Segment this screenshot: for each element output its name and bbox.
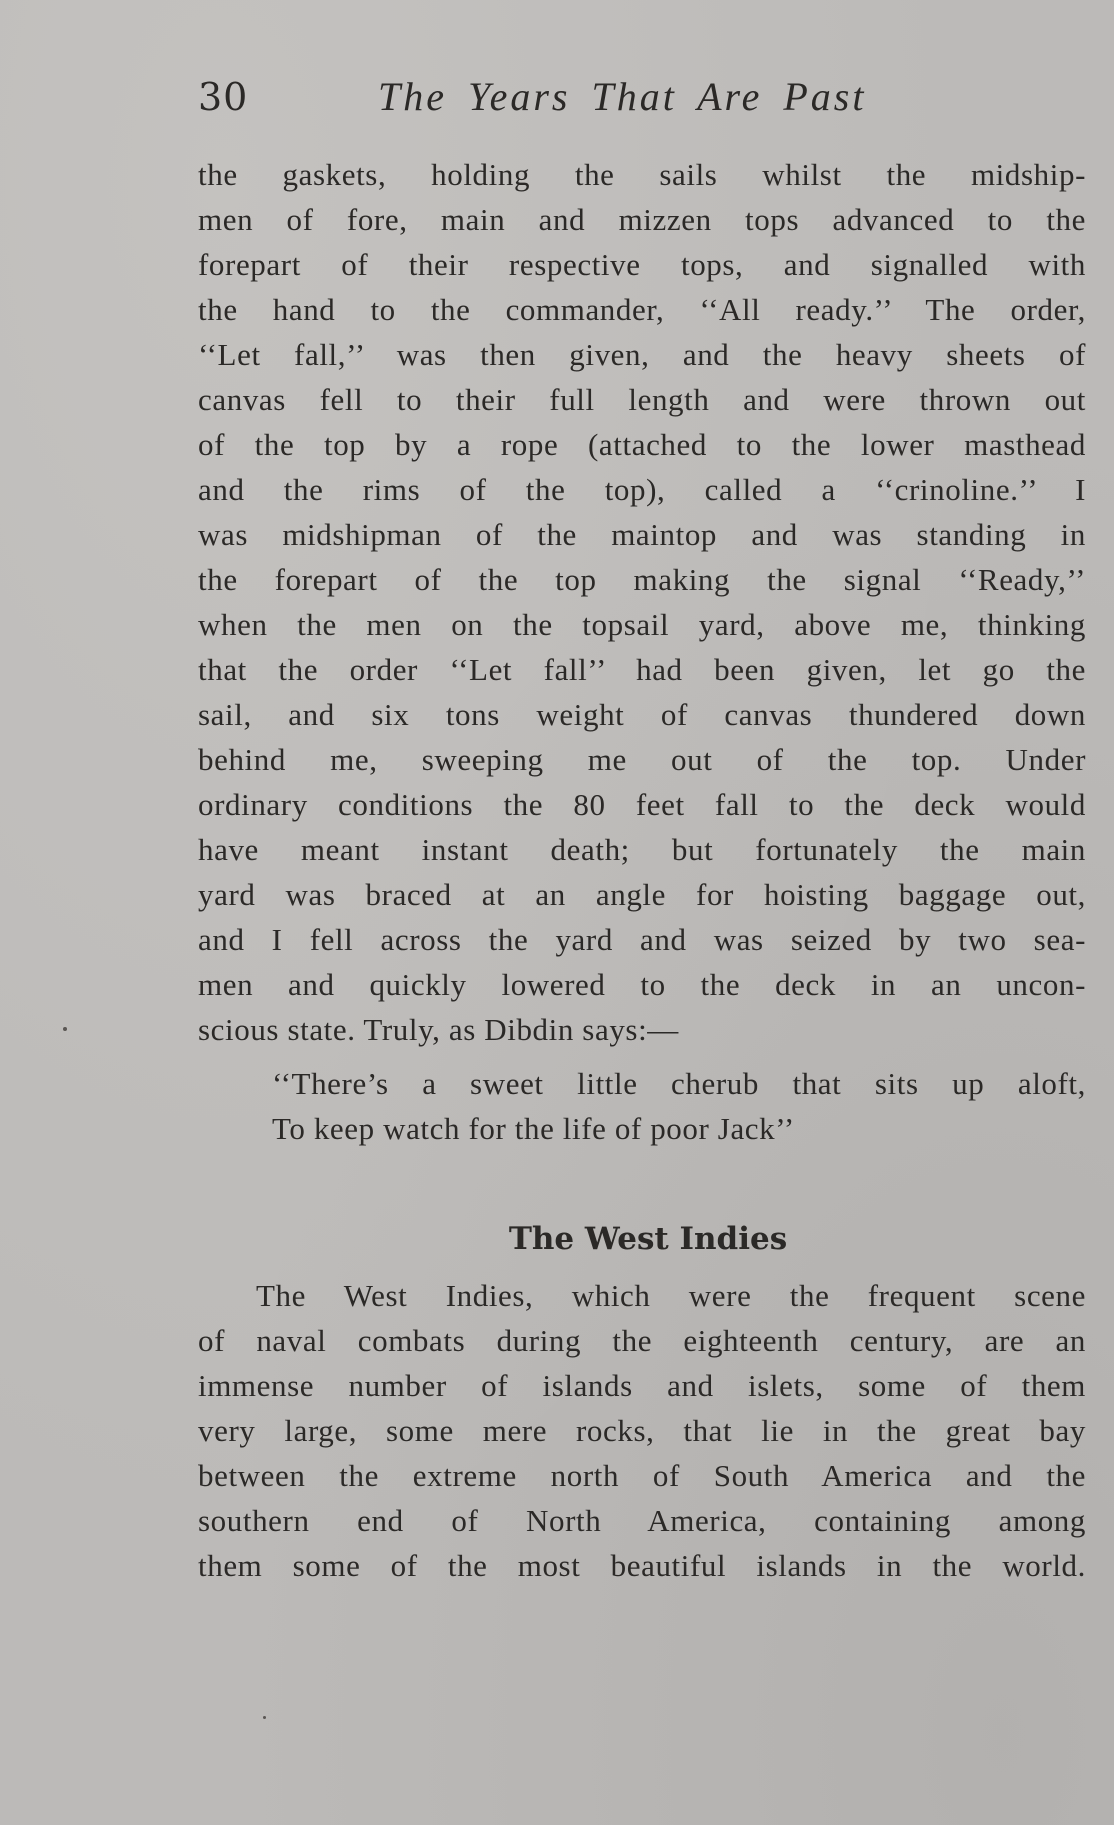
paper-speck [263,1716,266,1719]
paragraph-2 [198,1273,1086,1588]
text-line: yard was braced at an angle for hoisting baggage out, [198,877,1086,912]
text-line: have meant instant death; but fortunately the main [198,832,1086,867]
text-line: ‘‘Let fall,’’ was then given, and the heavy sheets of [198,337,1086,372]
text-line: scious state. Truly, as Dibdin says:— [198,1012,679,1047]
text-line: of naval combats during the eighteenth century, are an [198,1323,1086,1358]
section-heading: The West Indies [508,1221,788,1257]
text-line: canvas fell to their full length and were thrown out [198,382,1086,417]
text-line: men of fore, main and mizzen tops advanced to the [198,202,1086,237]
text-line: was midshipman of the maintop and was standing in [198,517,1086,552]
page-header [198,72,1083,122]
text-line: behind me, sweeping me out of the top. Under [198,742,1086,777]
text-line: The West Indies, which were the frequent scene [256,1278,1086,1313]
verse-line: ‘‘There’s a sweet little cherub that sits up aloft, [272,1066,1086,1101]
text-line: the hand to the commander, ‘‘All ready.’’ The order, [198,292,1086,327]
text-line: ordinary conditions the 80 feet fall to the deck would [198,787,1086,822]
paragraph-1 [198,152,1086,1052]
text-line: sail, and six tons weight of canvas thundered down [198,697,1086,732]
verse-quotation [272,1061,1086,1151]
text-line: and I fell across the yard and was seized by two sea- [198,922,1086,957]
text-line: southern end of North America, containing among [198,1503,1086,1538]
text-line: immense number of islands and islets, some of them [198,1368,1086,1403]
text-line: between the extreme north of South America and the [198,1458,1086,1493]
running-title: The Years That Are Past [378,74,867,119]
text-line: and the rims of the top), called a ‘‘crinoline.’’ I [198,472,1086,507]
text-line: men and quickly lowered to the deck in an uncon- [198,967,1086,1002]
text-line: the gaskets, holding the sails whilst the midship- [198,157,1086,192]
text-line: the forepart of the top making the signal ‘‘Ready,’’ [198,562,1086,597]
verse-line: To keep watch for the life of poor Jack’’ [272,1111,795,1146]
text-line: of the top by a rope (attached to the lower masthead [198,427,1086,462]
text-line: that the order ‘‘Let fall’’ had been given, let go the [198,652,1086,687]
text-line: very large, some mere rocks, that lie in the great bay [198,1413,1086,1448]
text-line: forepart of their respective tops, and signalled with [198,247,1086,282]
text-line: them some of the most beautiful islands in the world. [198,1548,1086,1583]
paper-speck [63,1027,67,1031]
text-line: when the men on the topsail yard, above me, thinking [198,607,1086,642]
page-number: 30 [198,75,249,119]
